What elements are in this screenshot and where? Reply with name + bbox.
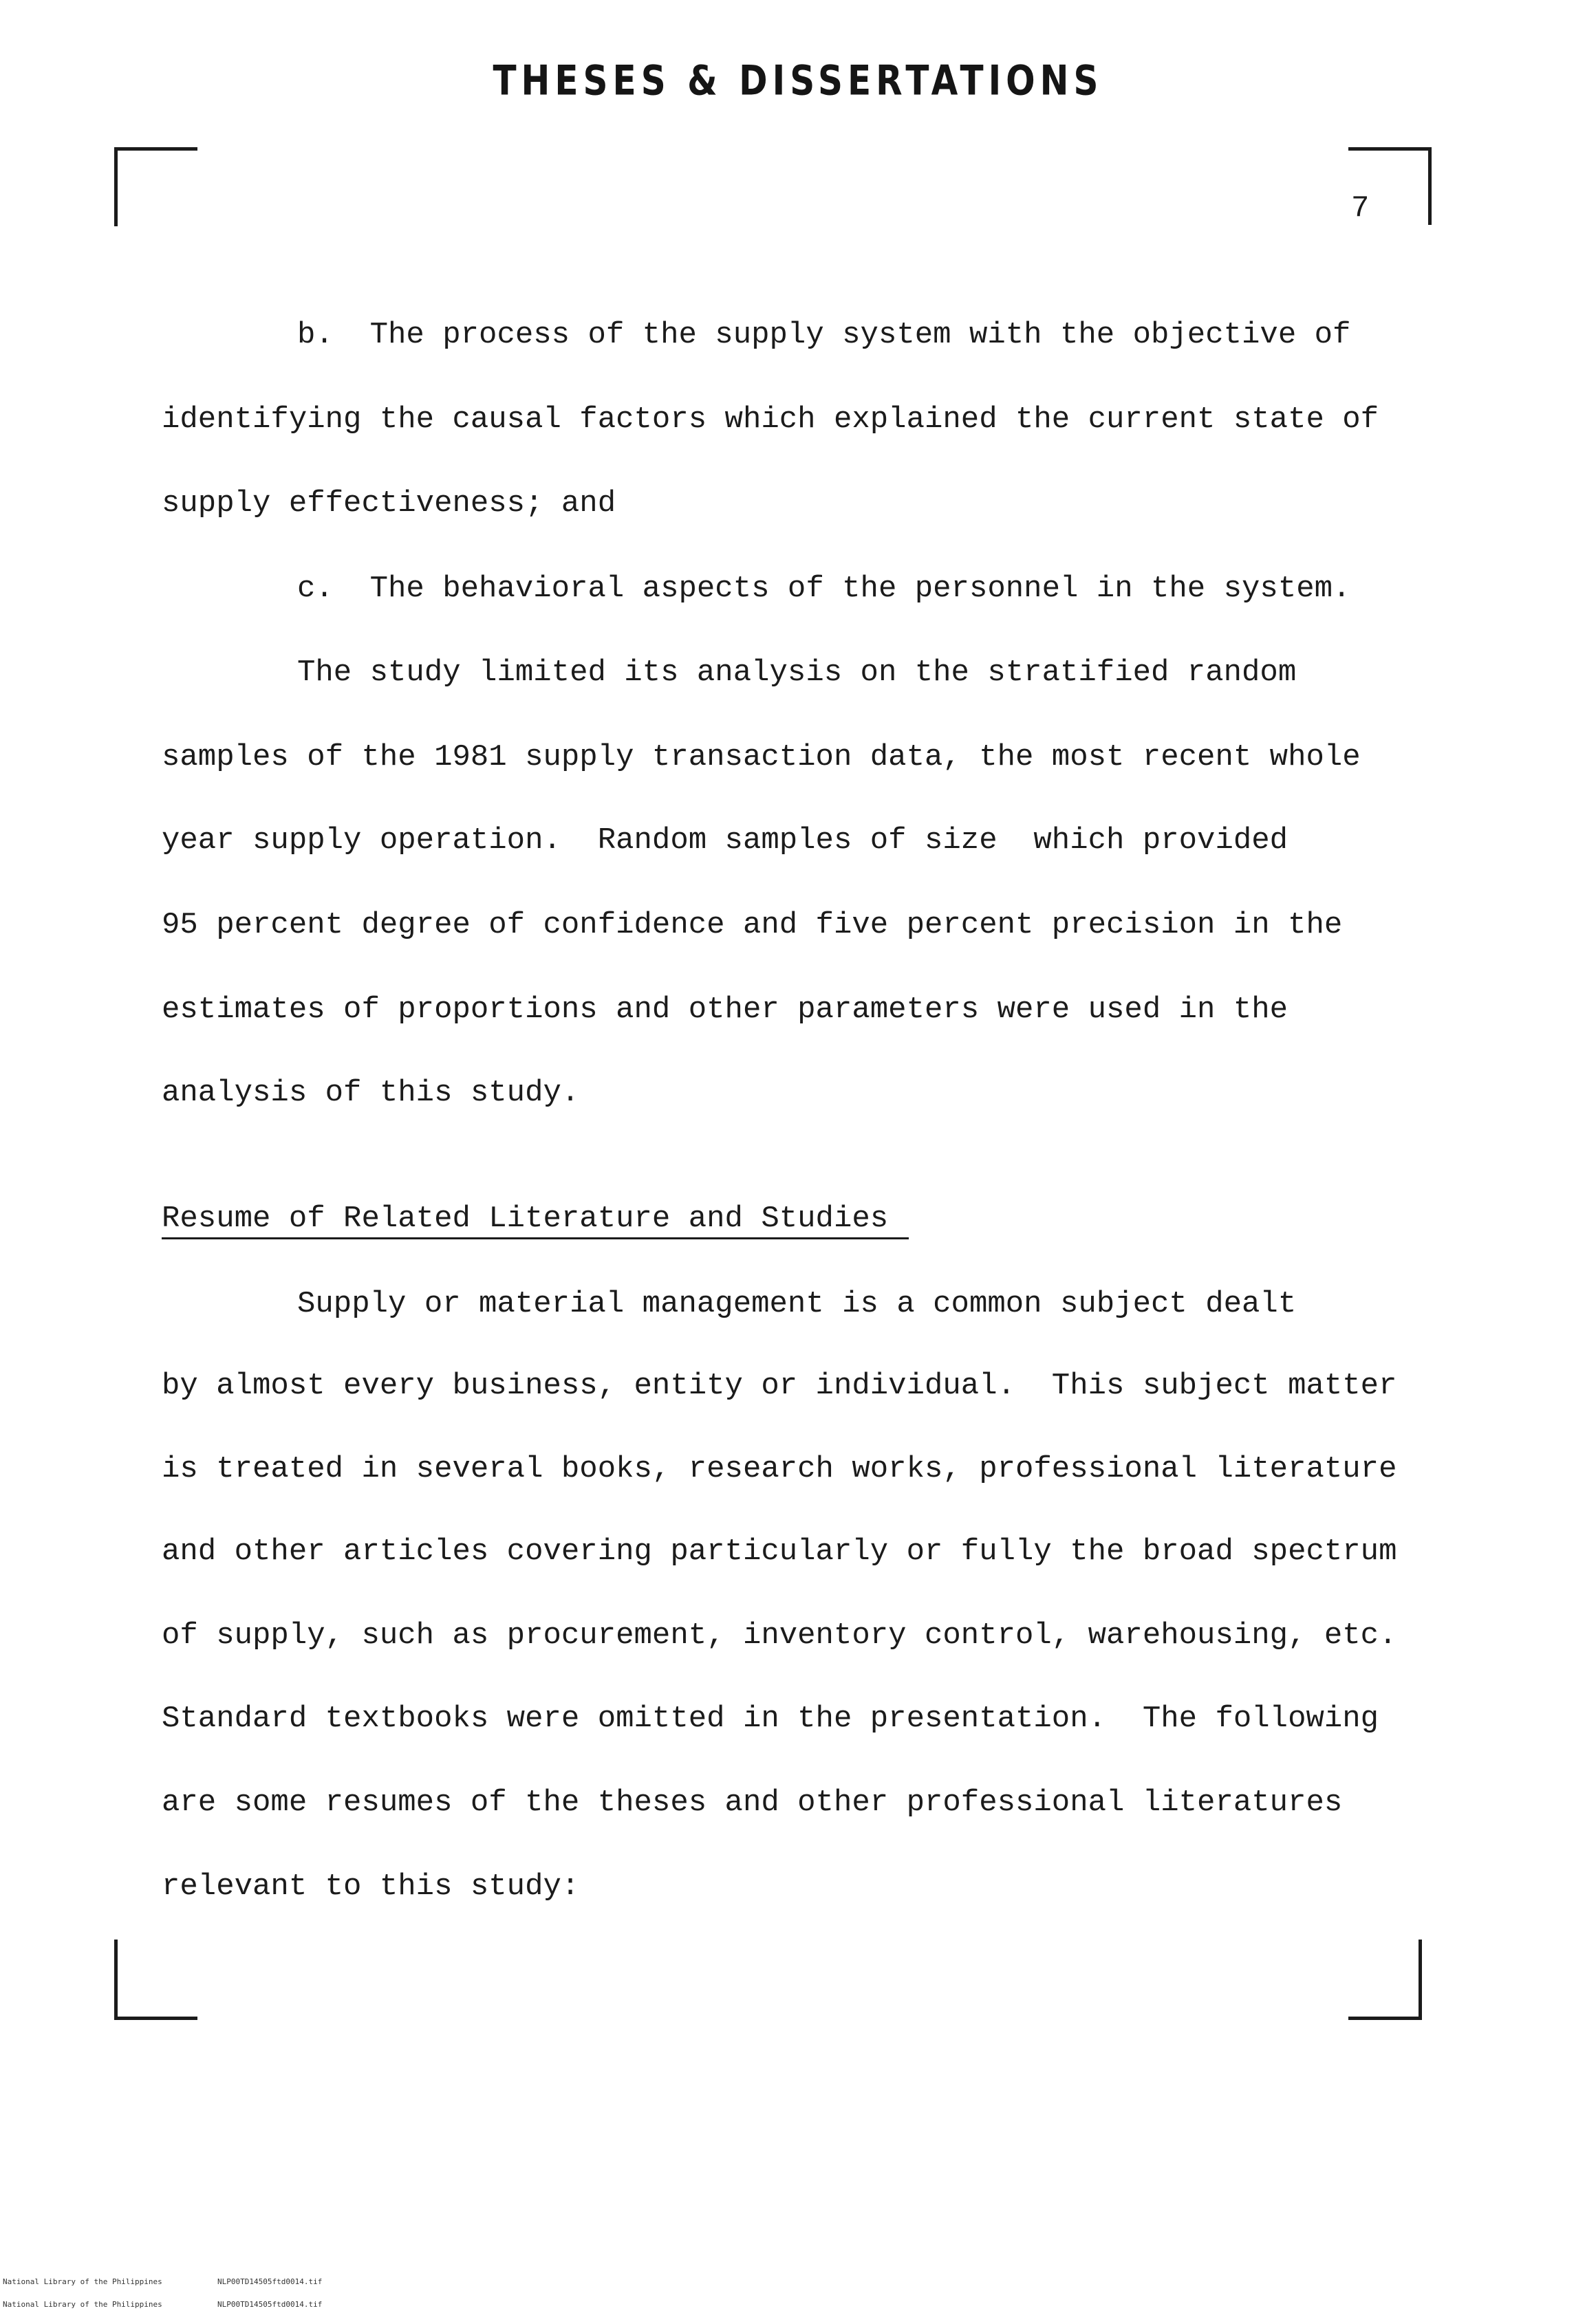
scan-footer [3, 2263, 323, 2323]
text-line: samples of the 1981 supply transaction data, the most recent whole [162, 740, 1361, 774]
footer-library-2: National Library of the Philippines [3, 2300, 162, 2309]
text-line: analysis of this study. [162, 1076, 580, 1110]
text-line: 95 percent degree of confidence and five percent precision in the [162, 908, 1343, 942]
footer-file-1: NLP00TD14505ftd0014.tif [217, 2277, 323, 2286]
crop-mark-bottom-left [114, 1940, 197, 2020]
text-line: of supply, such as procurement, inventory control, warehousing, etc. [162, 1618, 1397, 1653]
text-line: is treated in several books, research works, professional literature [162, 1452, 1397, 1486]
text-line: b. The process of the supply system with the objective of [297, 318, 1351, 352]
text-line: Supply or material management is a common subject dealt [297, 1287, 1297, 1321]
section-heading: Resume of Related Literature and Studies [162, 1200, 909, 1239]
page-number: 7 [1351, 191, 1370, 226]
text-line: supply effectiveness; and [162, 486, 616, 521]
stamp-header: THESES & DISSERTATIONS [493, 56, 1103, 105]
footer-library-1: National Library of the Philippines [3, 2277, 162, 2286]
text-line: Standard textbooks were omitted in the presentation. The following [162, 1702, 1379, 1736]
text-line: and other articles covering particularly or fully the broad spectrum [162, 1534, 1397, 1569]
text-line: year supply operation. Random samples of size which provided [162, 823, 1288, 858]
text-line: relevant to this study: [162, 1869, 580, 1904]
footer-file-2: NLP00TD14505ftd0014.tif [217, 2300, 323, 2309]
text-line: The study limited its analysis on the stratified random [297, 655, 1297, 690]
crop-mark-bottom-right [1348, 1940, 1422, 2020]
text-line: estimates of proportions and other parameters were used in the [162, 992, 1288, 1027]
text-line: identifying the causal factors which explained the current state of [162, 402, 1379, 437]
text-line: c. The behavioral aspects of the personnel in the system. [297, 572, 1351, 606]
text-line: by almost every business, entity or individual. This subject matter [162, 1369, 1397, 1403]
text-line: are some resumes of the theses and other professional literatures [162, 1785, 1343, 1820]
crop-mark-top-left [114, 147, 197, 226]
